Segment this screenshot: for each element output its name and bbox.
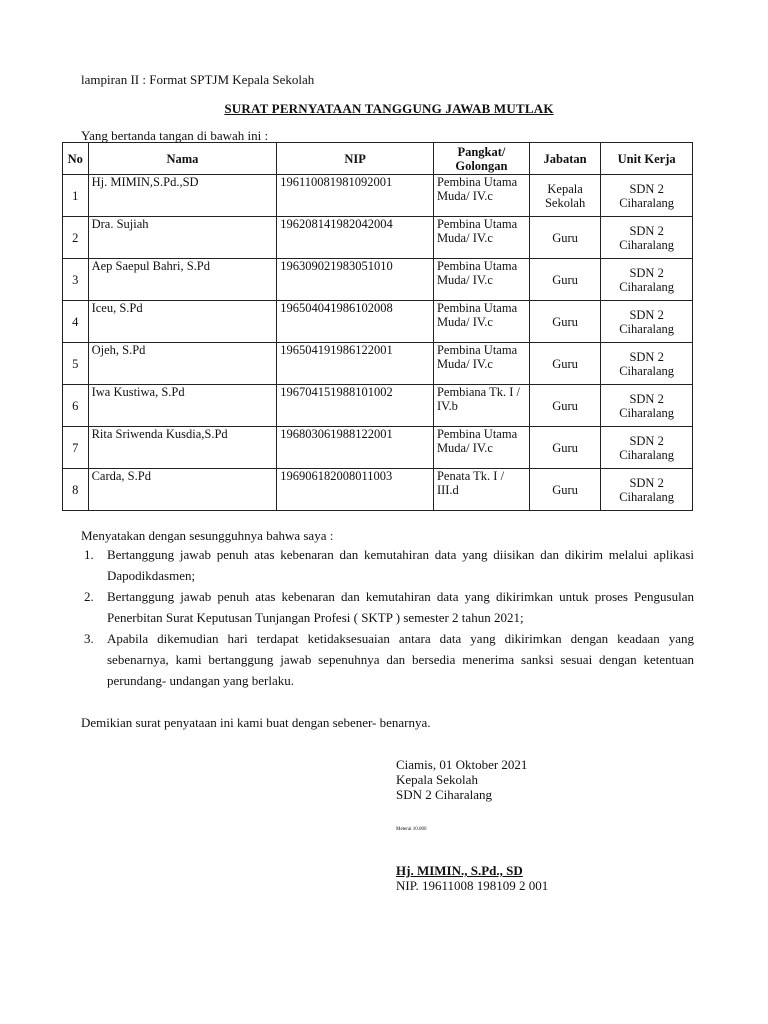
list-item [78, 586, 694, 628]
header-unit-kerja: Unit Kerja [601, 143, 693, 175]
signer-school: SDN 2 Ciharalang [396, 787, 493, 802]
row-nip: 196704151988101002 [277, 385, 434, 427]
row-name: Carda, S.Pd [88, 469, 277, 511]
signer-role: Kepala Sekolah [396, 772, 478, 787]
row-unit: SDN 2 Ciharalang [601, 259, 693, 301]
row-unit: SDN 2 Ciharalang [601, 301, 693, 343]
list-text: Bertanggung jawab penuh atas kebenaran dan kemutahiran data yang dikirimkan untuk proses Pengusulan Penerbitan Surat Keputusan Tunjangan Profesi ( SKTP ) semester 2 tahun 2021; [107, 589, 694, 625]
row-number: 6 [63, 385, 89, 427]
table-row [63, 301, 693, 343]
header-nama: Nama [88, 143, 277, 175]
row-unit: SDN 2 Ciharalang [601, 343, 693, 385]
header-pangkat: Pangkat/ Golongan [433, 143, 529, 175]
list-number: 1. [84, 547, 94, 562]
list-item [78, 628, 694, 691]
row-rank: Pembina Utama Muda/ IV.c [433, 343, 529, 385]
row-position: Kepala Sekolah [529, 175, 600, 217]
row-number: 8 [63, 469, 89, 511]
document-title: SURAT PERNYATAAN TANGGUNG JAWAB MUTLAK [224, 101, 554, 116]
row-position: Guru [529, 343, 600, 385]
row-position: Guru [529, 385, 600, 427]
intro-text: Yang bertanda tangan di bawah ini : [81, 128, 269, 143]
row-rank: Pembina Utama Muda/ IV.c [433, 259, 529, 301]
list-number: 2. [84, 589, 94, 604]
row-name: Iceu, S.Pd [88, 301, 277, 343]
row-position: Guru [529, 217, 600, 259]
header-no: No [63, 143, 89, 175]
row-name: Dra. Sujiah [88, 217, 277, 259]
row-position: Guru [529, 469, 600, 511]
statement-text: Menyatakan dengan sesungguhnya bahwa saya : [81, 528, 334, 543]
table-row [63, 427, 693, 469]
row-nip: 196504191986122001 [277, 343, 434, 385]
list-number: 3. [84, 631, 94, 646]
row-name: Rita Sriwenda Kusdia,S.Pd [88, 427, 277, 469]
list-text: Bertanggung jawab penuh atas kebenaran dan kemutahiran data yang diisikan dan dikirim melalui aplikasi Dapodikdasmen; [107, 547, 694, 583]
row-nip: 196309021983051010 [277, 259, 434, 301]
row-number: 1 [63, 175, 89, 217]
row-number: 2 [63, 217, 89, 259]
signer-name: Hj. MIMIN., S.Pd., SD [396, 863, 523, 878]
list-text: Apabila dikemudian hari terdapat ketidaksesuaian antara data yang dikirimkan dengan keadaan yang sebenarnya, kami bertanggung jawab sepenuhnya dan bersedia menerima sanksi sesuai dengan ketentuan perundang- undangan yang berlaku. [107, 631, 694, 688]
stamp-duty-label: Meterai 10.000 [396, 827, 427, 832]
statement-list [78, 544, 694, 691]
list-item [78, 544, 694, 586]
table-row [63, 175, 693, 217]
row-name: Aep Saepul Bahri, S.Pd [88, 259, 277, 301]
table-row [63, 259, 693, 301]
row-rank: Pembina Utama Muda/ IV.c [433, 217, 529, 259]
signatories-table [62, 142, 693, 511]
row-position: Guru [529, 301, 600, 343]
attachment-label: lampiran II : Format SPTJM Kepala Sekolah [81, 72, 315, 87]
row-number: 4 [63, 301, 89, 343]
row-unit: SDN 2 Ciharalang [601, 469, 693, 511]
row-name: Ojeh, S.Pd [88, 343, 277, 385]
row-rank: Pembiana Tk. I / IV.b [433, 385, 529, 427]
row-position: Guru [529, 259, 600, 301]
row-rank: Penata Tk. I / III.d [433, 469, 529, 511]
table-header-row [63, 143, 693, 175]
header-jabatan: Jabatan [529, 143, 600, 175]
table-row [63, 217, 693, 259]
row-number: 3 [63, 259, 89, 301]
row-rank: Pembina Utama Muda/ IV.c [433, 427, 529, 469]
row-unit: SDN 2 Ciharalang [601, 217, 693, 259]
row-unit: SDN 2 Ciharalang [601, 427, 693, 469]
row-nip: 196906182008011003 [277, 469, 434, 511]
header-nip: NIP [277, 143, 434, 175]
row-rank: Pembina Utama Muda/ IV.c [433, 175, 529, 217]
closing-text: Demikian surat penyataan ini kami buat dengan sebener- benarnya. [81, 715, 431, 730]
row-unit: SDN 2 Ciharalang [601, 385, 693, 427]
row-name: Iwa Kustiwa, S.Pd [88, 385, 277, 427]
row-nip: 196504041986102008 [277, 301, 434, 343]
table-row [63, 343, 693, 385]
signer-nip: NIP. 19611008 198109 2 001 [396, 878, 549, 893]
row-nip: 196110081981092001 [277, 175, 434, 217]
row-nip: 196803061988122001 [277, 427, 434, 469]
place-date: Ciamis, 01 Oktober 2021 [396, 757, 528, 772]
row-number: 5 [63, 343, 89, 385]
row-nip: 196208141982042004 [277, 217, 434, 259]
table-row [63, 469, 693, 511]
table-row [63, 385, 693, 427]
row-number: 7 [63, 427, 89, 469]
row-rank: Pembina Utama Muda/ IV.c [433, 301, 529, 343]
row-position: Guru [529, 427, 600, 469]
row-name: Hj. MIMIN,S.Pd.,SD [88, 175, 277, 217]
row-unit: SDN 2 Ciharalang [601, 175, 693, 217]
